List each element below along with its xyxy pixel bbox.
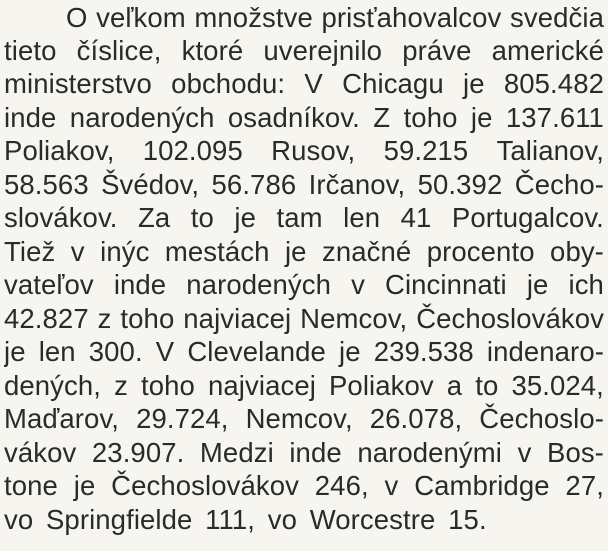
word: je [470,102,493,133]
text-line-16: vo Springfielde 111, vo Worcestre 15. [4,504,487,535]
word: Poliakov [328,370,434,401]
word: číslice, [76,35,162,66]
word: Čechoslovákov [111,470,299,501]
word: 23.907. [91,437,185,468]
word: Z [373,102,391,133]
word: ministerstvo [4,68,152,99]
word: Nemcov, [245,403,353,434]
word: 56.786 [211,169,297,200]
word: dených, [4,370,102,401]
text-line-8 [4,234,604,270]
word: Čechoslo- [479,403,604,434]
word: 29.724, [136,403,229,434]
word: mestách [164,236,270,267]
word: veľkom [96,2,186,33]
word: 137.611 [505,102,604,133]
word: to [190,202,214,233]
word: americké [491,35,604,66]
word: prisťahovalcov [321,2,502,33]
word: Rusov, [271,135,356,166]
word: to [475,370,499,401]
word: je [234,202,256,233]
word: Čechoslovákov [416,303,604,334]
word: Portugalcov. [451,202,604,233]
word: Bos- [547,437,604,468]
word: je [339,336,361,367]
word: slovákov. [4,202,118,233]
word: inde [113,269,167,300]
word: Nemcov, [300,303,408,334]
word: v [517,437,532,468]
word: len [343,202,381,233]
word: inýc [100,236,150,267]
text-line-7 [4,200,604,236]
text-line-9 [4,267,604,303]
word: O [66,2,88,33]
word: v [70,236,85,267]
text-line-6 [4,167,604,203]
word: toho [403,102,458,133]
word: 41 [400,202,432,233]
word: množstve [194,2,313,33]
text-line-11 [4,334,604,370]
word: 246, [314,470,369,501]
word: procento [426,236,535,267]
word: V [155,336,175,367]
text-line-13 [4,401,604,437]
word: je [73,470,96,501]
word: Švédov, [101,169,200,200]
word: je [4,336,26,367]
word: svedčia [510,2,604,33]
word: ich [568,269,604,300]
word: indenaro- [486,336,604,367]
word: Clevelande [187,336,326,367]
word: narodených [186,269,331,300]
word: 300. [88,336,143,367]
word: vateľov [4,269,94,300]
word: Cincinnati [384,269,507,300]
word: Tiež [4,236,56,267]
text-line-12 [4,368,604,404]
text-line-2 [4,33,604,69]
word: ktoré [181,35,244,66]
word: Medzi [199,437,274,468]
word: Irčanov, [308,169,406,200]
word: 26.078, [369,403,463,434]
word: tam [276,202,323,233]
word: toho [120,303,175,334]
word: je [284,236,307,267]
word: Maďarov, [4,403,120,434]
word: inde [289,437,342,468]
word: osadníkov. [227,102,360,133]
word: 35.024, [511,370,604,401]
word: v [384,470,399,501]
word: Za [137,202,171,233]
word: vákov [4,437,77,468]
word: 59.215 [383,135,469,166]
word: 27, [565,470,604,501]
word: tone [4,470,58,501]
text-line-3 [4,66,604,102]
word: inde [4,102,57,133]
text-line-1 [66,0,604,36]
word: najviacej [208,370,316,401]
word: Cambridge [414,470,550,501]
word: tieto [4,35,57,66]
text-line-15 [4,468,604,504]
word: oby- [550,236,604,267]
word: 239.538 [373,336,474,367]
word: Talianov, [496,135,604,166]
text-line-14 [4,435,604,471]
word: 805.482 [503,68,604,99]
word: narodených [69,102,215,133]
word: je [463,68,485,99]
text-line-5 [4,133,604,169]
text-line-10 [4,301,604,337]
word: v [351,269,365,300]
word: V [304,68,323,99]
word: len [38,336,76,367]
word: obchodu: [171,68,286,99]
word: 58.563 [4,169,89,200]
word: je [526,269,549,300]
word: uverejnilo [263,35,383,66]
word: Chicagu [342,68,444,99]
word: najviacej [183,303,292,334]
word: 42.827 [4,303,89,334]
word: a [446,370,463,401]
word: narodenými [357,437,503,468]
word: z [114,370,128,401]
word: toho [141,370,195,401]
word: Poliakov, [4,135,115,166]
word: z [97,303,112,334]
word: 50.392 [417,169,503,200]
text-line-4 [4,100,604,136]
word: značné [322,236,412,267]
word: práve [402,35,472,66]
word: 102.095 [142,135,243,166]
word: Čecho- [514,169,604,200]
